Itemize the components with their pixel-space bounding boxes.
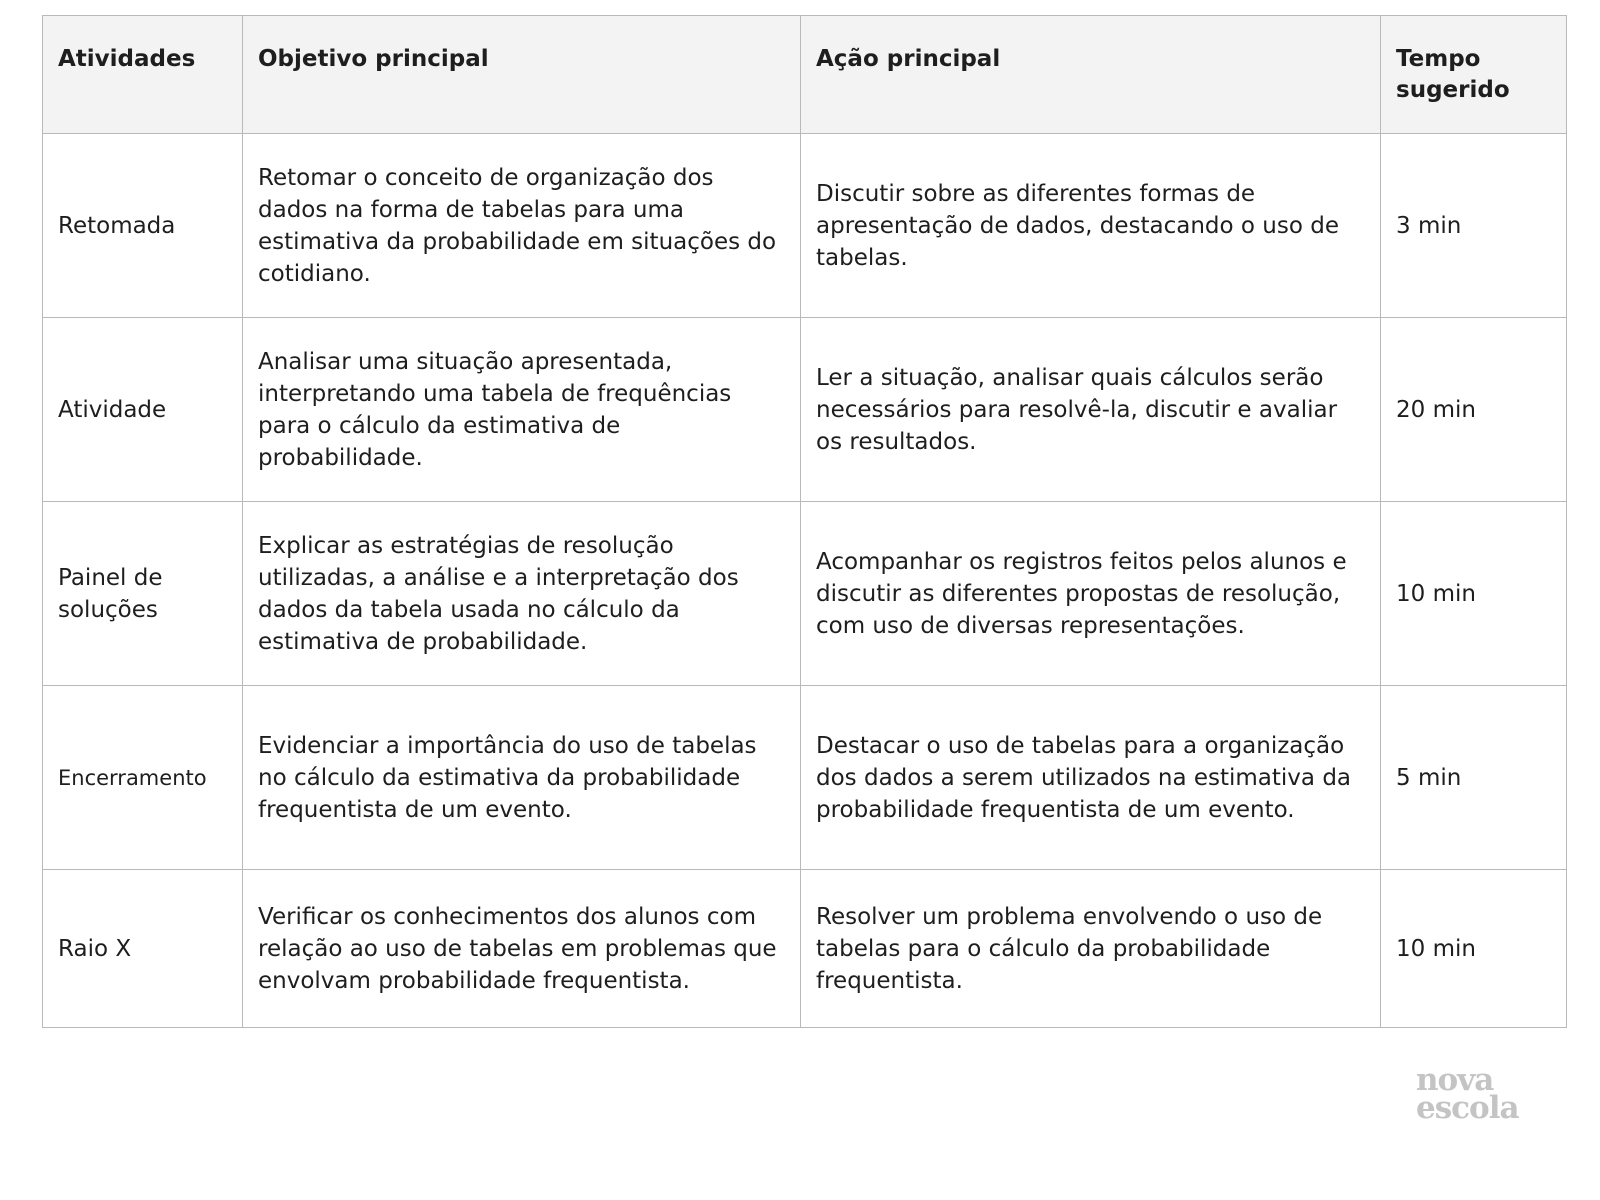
cell-objetivo: Evidenciar a importância do uso de tabelas no cálculo da estimativa da probabilidade frequentista de um evento.	[243, 686, 801, 870]
nova-escola-logo	[1416, 1062, 1519, 1126]
logo-line-1: nova	[1416, 1062, 1494, 1098]
header-atividades: Atividades	[43, 16, 243, 134]
header-tempo: Tempo sugerido	[1381, 16, 1567, 134]
cell-objetivo: Verificar os conhecimentos dos alunos com relação ao uso de tabelas em problemas que envolvam probabilidade frequentista.	[243, 870, 801, 1028]
table-row	[43, 686, 1567, 870]
table-row	[43, 870, 1567, 1028]
cell-atividade: Retomada	[43, 134, 243, 318]
table-row	[43, 318, 1567, 502]
table-row	[43, 134, 1567, 318]
cell-atividade: Atividade	[43, 318, 243, 502]
cell-tempo: 20 min	[1381, 318, 1567, 502]
cell-objetivo: Retomar o conceito de organização dos dados na forma de tabelas para uma estimativa da probabilidade em situações do cotidiano.	[243, 134, 801, 318]
cell-acao: Resolver um problema envolvendo o uso de tabelas para o cálculo da probabilidade frequentista.	[801, 870, 1381, 1028]
table-header-row	[43, 16, 1567, 134]
cell-objetivo: Explicar as estratégias de resolução utilizadas, a análise e a interpretação dos dados da tabela usada no cálculo da estimativa de probabilidade.	[243, 502, 801, 686]
cell-acao: Ler a situação, analisar quais cálculos serão necessários para resolvê-la, discutir e avaliar os resultados.	[801, 318, 1381, 502]
cell-tempo: 10 min	[1381, 870, 1567, 1028]
logo-line-2: escola	[1416, 1090, 1519, 1126]
cell-atividade: Painel de soluções	[43, 502, 243, 686]
cell-atividade: Raio X	[43, 870, 243, 1028]
cell-tempo: 10 min	[1381, 502, 1567, 686]
cell-acao: Acompanhar os registros feitos pelos alunos e discutir as diferentes propostas de resolução, com uso de diversas representações.	[801, 502, 1381, 686]
cell-tempo: 5 min	[1381, 686, 1567, 870]
cell-acao: Destacar o uso de tabelas para a organização dos dados a serem utilizados na estimativa da probabilidade frequentista de um evento.	[801, 686, 1381, 870]
header-acao: Ação principal	[801, 16, 1381, 134]
cell-acao: Discutir sobre as diferentes formas de apresentação de dados, destacando o uso de tabelas.	[801, 134, 1381, 318]
table-row	[43, 502, 1567, 686]
lesson-plan-table	[42, 15, 1567, 1028]
cell-objetivo: Analisar uma situação apresentada, interpretando uma tabela de frequências para o cálculo da estimativa de probabilidade.	[243, 318, 801, 502]
cell-tempo: 3 min	[1381, 134, 1567, 318]
cell-atividade: Encerramento	[43, 686, 243, 870]
header-objetivo: Objetivo principal	[243, 16, 801, 134]
